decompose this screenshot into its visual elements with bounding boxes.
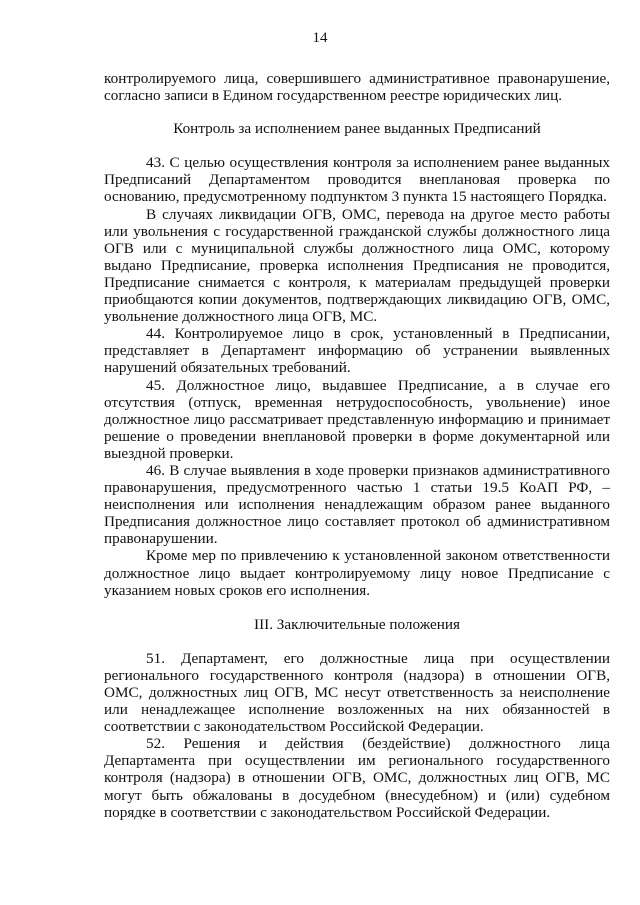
paragraph-46-measures: Кроме мер по привлечению к установленной законом ответственности должностное лицо выдает контролируемому лицу новое Предписание с указанием новых сроков его исполнения.	[104, 547, 610, 599]
paragraph-45: 45. Должностное лицо, выдавшее Предписание, а в случае его отсутствия (отпуск, временная нетрудоспособность, увольнение) иное должностное лицо рассматривает представленную информацию и принимает решение о проведении внеплановой проверки в форме документарной или выездной проверки.	[104, 376, 610, 462]
page-number: 14	[312, 30, 328, 46]
paragraph-46: 46. В случае выявления в ходе проверки признаков административного правонарушения, предусмотренного частью 1 статьи 19.5 КоАП РФ, – неисполнения или исполнения ненадлежащим образом ранее выданного Предписания должностное лицо составляет протокол об административном правонарушении.	[104, 461, 610, 548]
paragraph-43-cases: В случаях ликвидации ОГВ, ОМС, перевода на другое место работы или увольнения с государственной гражданской службы должностного лица ОГВ или с муниципальной службы должностного лица ОМС, которому выдано Предписание, проверка исполнения Предписания не проводится, Предписание снимается с контроля, к материалам предыдущей проверки приобщаются копии документов, подтверждающих ликвидацию ОГВ, ОМС, увольнение должностного лица ОГВ, МС.	[104, 205, 610, 326]
paragraph-52: 52. Решения и действия (бездействие) должностного лица Департамента при осуществлении им регионального государственного контроля (надзора) в отношении ОГВ, ОМС, должностных лиц ОГВ, МС могут быть обжалованы в досудебном (внесудебном) и (или) судебном порядке в соответствии с законодательством Российской Федерации.	[104, 735, 610, 821]
section-heading-control: Контроль за исполнением ранее выданных Предписаний	[173, 120, 541, 138]
document-body	[104, 70, 610, 821]
paragraph-51: 51. Департамент, его должностные лица при осуществлении регионального государственного контроля (надзора) в отношении ОГВ, ОМС, должностных лиц ОГВ, МС несут ответственность за неисполнение или ненадлежащее исполнение возложенных на них обязанностей в соответствии с законодательством Российской Федерации.	[104, 649, 610, 736]
paragraph-44: 44. Контролируемое лицо в срок, установленный в Предписании, представляет в Департамент информацию об устранении выявленных нарушений обязательных требований.	[104, 325, 610, 377]
section-heading-final: III. Заключительные положения	[254, 615, 460, 633]
paragraph-43: 43. С целью осуществления контроля за исполнением ранее выданных Предписаний Департаментом проводится внеплановая проверка по основанию, предусмотренному подпунктом 3 пункта 15 настоящего Порядка.	[104, 154, 610, 206]
paragraph-continuation: контролируемого лица, совершившего административное правонарушение, согласно записи в Едином государственном реестре юридических лиц.	[104, 70, 610, 105]
